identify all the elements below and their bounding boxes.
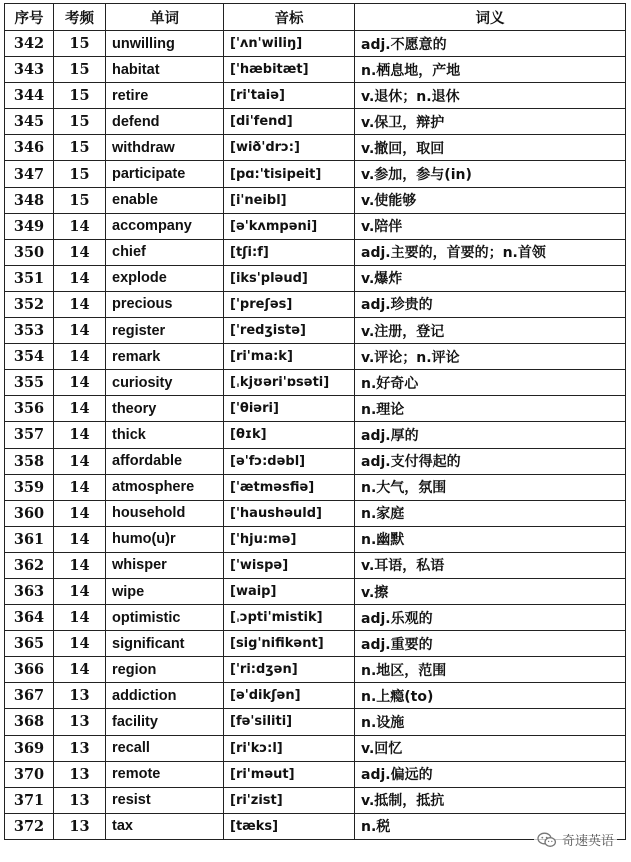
table-row bbox=[5, 813, 626, 839]
cell-meaning: v.爆炸 bbox=[355, 265, 626, 291]
table-row bbox=[5, 109, 626, 135]
cell-word: humo(u)r bbox=[106, 526, 224, 552]
cell-meaning: n.理论 bbox=[355, 396, 626, 422]
cell-meaning: n.地区，范围 bbox=[355, 657, 626, 683]
cell-word: significant bbox=[106, 631, 224, 657]
cell-number: 372 bbox=[5, 813, 54, 839]
table-body bbox=[5, 31, 626, 840]
cell-number: 360 bbox=[5, 500, 54, 526]
header-word: 单词 bbox=[106, 4, 224, 31]
cell-frequency: 14 bbox=[54, 239, 106, 265]
cell-number: 344 bbox=[5, 83, 54, 109]
cell-word: accompany bbox=[106, 213, 224, 239]
table-row bbox=[5, 787, 626, 813]
vocabulary-table bbox=[4, 3, 626, 840]
cell-frequency: 15 bbox=[54, 109, 106, 135]
table-row bbox=[5, 422, 626, 448]
cell-frequency: 15 bbox=[54, 83, 106, 109]
cell-frequency: 14 bbox=[54, 213, 106, 239]
header-meaning: 词义 bbox=[355, 4, 626, 31]
cell-phonetic: [iks'pləud] bbox=[224, 265, 355, 291]
cell-frequency: 13 bbox=[54, 761, 106, 787]
table-row bbox=[5, 761, 626, 787]
header-frequency: 考频 bbox=[54, 4, 106, 31]
cell-phonetic: [ri'taiə] bbox=[224, 83, 355, 109]
cell-word: remote bbox=[106, 761, 224, 787]
cell-number: 359 bbox=[5, 474, 54, 500]
cell-phonetic: [ə'dikʃən] bbox=[224, 683, 355, 709]
header-phonetic: 音标 bbox=[224, 4, 355, 31]
table-row bbox=[5, 709, 626, 735]
cell-number: 354 bbox=[5, 344, 54, 370]
cell-meaning: n.栖息地，产地 bbox=[355, 57, 626, 83]
table-row bbox=[5, 526, 626, 552]
cell-word: defend bbox=[106, 109, 224, 135]
table-row bbox=[5, 448, 626, 474]
cell-phonetic: ['hju:mə] bbox=[224, 526, 355, 552]
cell-number: 370 bbox=[5, 761, 54, 787]
cell-frequency: 14 bbox=[54, 396, 106, 422]
cell-word: tax bbox=[106, 813, 224, 839]
cell-word: household bbox=[106, 500, 224, 526]
table-row bbox=[5, 552, 626, 578]
cell-phonetic: [ˌkjʊəri'ɒsəti] bbox=[224, 370, 355, 396]
cell-word: thick bbox=[106, 422, 224, 448]
cell-phonetic: [ə'fɔ:dəbl] bbox=[224, 448, 355, 474]
watermark bbox=[534, 829, 617, 850]
cell-word: whisper bbox=[106, 552, 224, 578]
cell-meaning: adj.乐观的 bbox=[355, 605, 626, 631]
cell-meaning: v.擦 bbox=[355, 578, 626, 604]
cell-word: habitat bbox=[106, 57, 224, 83]
cell-frequency: 14 bbox=[54, 448, 106, 474]
cell-frequency: 14 bbox=[54, 291, 106, 317]
cell-number: 346 bbox=[5, 135, 54, 161]
cell-number: 348 bbox=[5, 187, 54, 213]
cell-number: 361 bbox=[5, 526, 54, 552]
cell-phonetic: [ri'kɔ:l] bbox=[224, 735, 355, 761]
cell-meaning: v.耳语，私语 bbox=[355, 552, 626, 578]
cell-phonetic: [waip] bbox=[224, 578, 355, 604]
cell-meaning: n.家庭 bbox=[355, 500, 626, 526]
cell-phonetic: ['ri:dʒən] bbox=[224, 657, 355, 683]
cell-phonetic: [wið'drɔ:] bbox=[224, 135, 355, 161]
cell-word: explode bbox=[106, 265, 224, 291]
cell-meaning: adj.偏远的 bbox=[355, 761, 626, 787]
cell-number: 352 bbox=[5, 291, 54, 317]
cell-meaning: v.注册，登记 bbox=[355, 318, 626, 344]
cell-meaning: v.使能够 bbox=[355, 187, 626, 213]
cell-frequency: 13 bbox=[54, 709, 106, 735]
table-row bbox=[5, 291, 626, 317]
cell-frequency: 15 bbox=[54, 31, 106, 57]
cell-number: 356 bbox=[5, 396, 54, 422]
cell-frequency: 14 bbox=[54, 578, 106, 604]
cell-number: 366 bbox=[5, 657, 54, 683]
table-row bbox=[5, 135, 626, 161]
cell-frequency: 15 bbox=[54, 135, 106, 161]
cell-frequency: 14 bbox=[54, 552, 106, 578]
cell-meaning: n.好奇心 bbox=[355, 370, 626, 396]
cell-word: chief bbox=[106, 239, 224, 265]
cell-meaning: n.设施 bbox=[355, 709, 626, 735]
cell-phonetic: [ri'məut] bbox=[224, 761, 355, 787]
cell-word: curiosity bbox=[106, 370, 224, 396]
cell-number: 349 bbox=[5, 213, 54, 239]
cell-phonetic: [di'fend] bbox=[224, 109, 355, 135]
table-row bbox=[5, 735, 626, 761]
cell-frequency: 13 bbox=[54, 683, 106, 709]
cell-meaning: v.参加，参与(in) bbox=[355, 161, 626, 187]
cell-frequency: 15 bbox=[54, 57, 106, 83]
cell-frequency: 14 bbox=[54, 422, 106, 448]
table-row bbox=[5, 631, 626, 657]
cell-number: 353 bbox=[5, 318, 54, 344]
table-row bbox=[5, 213, 626, 239]
cell-phonetic: [sig'nifikənt] bbox=[224, 631, 355, 657]
cell-meaning: n.上瘾(to) bbox=[355, 683, 626, 709]
table-row bbox=[5, 265, 626, 291]
cell-frequency: 14 bbox=[54, 605, 106, 631]
wechat-icon bbox=[537, 832, 557, 848]
table-header bbox=[5, 4, 626, 31]
cell-word: register bbox=[106, 318, 224, 344]
cell-meaning: v.撤回，取回 bbox=[355, 135, 626, 161]
cell-phonetic: ['haushəuld] bbox=[224, 500, 355, 526]
table-row bbox=[5, 500, 626, 526]
cell-phonetic: [ˌɔpti'mistik] bbox=[224, 605, 355, 631]
cell-word: retire bbox=[106, 83, 224, 109]
table-row bbox=[5, 370, 626, 396]
cell-number: 351 bbox=[5, 265, 54, 291]
cell-phonetic: [tæks] bbox=[224, 813, 355, 839]
cell-phonetic: [ri'zist] bbox=[224, 787, 355, 813]
cell-meaning: adj.重要的 bbox=[355, 631, 626, 657]
cell-meaning: v.回忆 bbox=[355, 735, 626, 761]
cell-phonetic: ['hæbitæt] bbox=[224, 57, 355, 83]
table-row bbox=[5, 161, 626, 187]
cell-number: 368 bbox=[5, 709, 54, 735]
table-row bbox=[5, 578, 626, 604]
cell-meaning: v.陪伴 bbox=[355, 213, 626, 239]
table-row bbox=[5, 239, 626, 265]
cell-word: recall bbox=[106, 735, 224, 761]
cell-phonetic: [θɪk] bbox=[224, 422, 355, 448]
table-row bbox=[5, 396, 626, 422]
table-row bbox=[5, 605, 626, 631]
cell-number: 343 bbox=[5, 57, 54, 83]
cell-frequency: 13 bbox=[54, 787, 106, 813]
table-row bbox=[5, 187, 626, 213]
cell-phonetic: [i'neibl] bbox=[224, 187, 355, 213]
cell-phonetic: [pɑ:'tisipeit] bbox=[224, 161, 355, 187]
cell-phonetic: ['ætməsfiə] bbox=[224, 474, 355, 500]
cell-word: enable bbox=[106, 187, 224, 213]
watermark-text: 奇速英语 bbox=[561, 834, 614, 849]
cell-frequency: 14 bbox=[54, 318, 106, 344]
cell-frequency: 13 bbox=[54, 735, 106, 761]
cell-number: 365 bbox=[5, 631, 54, 657]
table-row bbox=[5, 657, 626, 683]
cell-phonetic: ['redʒistə] bbox=[224, 318, 355, 344]
cell-word: withdraw bbox=[106, 135, 224, 161]
cell-frequency: 13 bbox=[54, 813, 106, 839]
table-row bbox=[5, 31, 626, 57]
table-row bbox=[5, 83, 626, 109]
cell-word: facility bbox=[106, 709, 224, 735]
cell-meaning: v.抵制，抵抗 bbox=[355, 787, 626, 813]
cell-number: 371 bbox=[5, 787, 54, 813]
header-row bbox=[5, 4, 626, 31]
cell-number: 345 bbox=[5, 109, 54, 135]
cell-word: participate bbox=[106, 161, 224, 187]
cell-number: 358 bbox=[5, 448, 54, 474]
cell-word: wipe bbox=[106, 578, 224, 604]
table-row bbox=[5, 683, 626, 709]
cell-meaning: adj.珍贵的 bbox=[355, 291, 626, 317]
cell-word: resist bbox=[106, 787, 224, 813]
cell-number: 367 bbox=[5, 683, 54, 709]
cell-word: precious bbox=[106, 291, 224, 317]
cell-frequency: 14 bbox=[54, 344, 106, 370]
cell-number: 362 bbox=[5, 552, 54, 578]
header-number: 序号 bbox=[5, 4, 54, 31]
cell-meaning: v.退休；n.退休 bbox=[355, 83, 626, 109]
cell-frequency: 14 bbox=[54, 631, 106, 657]
cell-frequency: 14 bbox=[54, 657, 106, 683]
cell-meaning: v.保卫，辩护 bbox=[355, 109, 626, 135]
table-row bbox=[5, 474, 626, 500]
cell-meaning: adj.支付得起的 bbox=[355, 448, 626, 474]
cell-number: 364 bbox=[5, 605, 54, 631]
cell-phonetic: ['ʌn'wiliŋ] bbox=[224, 31, 355, 57]
cell-word: remark bbox=[106, 344, 224, 370]
cell-phonetic: [ri'ma:k] bbox=[224, 344, 355, 370]
cell-frequency: 15 bbox=[54, 187, 106, 213]
cell-number: 363 bbox=[5, 578, 54, 604]
cell-frequency: 14 bbox=[54, 370, 106, 396]
cell-number: 347 bbox=[5, 161, 54, 187]
table-row bbox=[5, 57, 626, 83]
cell-frequency: 14 bbox=[54, 265, 106, 291]
cell-phonetic: [tʃi:f] bbox=[224, 239, 355, 265]
cell-frequency: 15 bbox=[54, 161, 106, 187]
table-row bbox=[5, 318, 626, 344]
cell-meaning: adj.主要的，首要的；n.首领 bbox=[355, 239, 626, 265]
cell-phonetic: ['θiəri] bbox=[224, 396, 355, 422]
cell-number: 357 bbox=[5, 422, 54, 448]
cell-word: region bbox=[106, 657, 224, 683]
cell-word: addiction bbox=[106, 683, 224, 709]
cell-frequency: 14 bbox=[54, 474, 106, 500]
cell-meaning: n.大气，氛围 bbox=[355, 474, 626, 500]
cell-word: unwilling bbox=[106, 31, 224, 57]
cell-meaning: adj.不愿意的 bbox=[355, 31, 626, 57]
cell-number: 355 bbox=[5, 370, 54, 396]
cell-number: 369 bbox=[5, 735, 54, 761]
cell-meaning: adj.厚的 bbox=[355, 422, 626, 448]
cell-meaning: v.评论；n.评论 bbox=[355, 344, 626, 370]
cell-phonetic: ['wispə] bbox=[224, 552, 355, 578]
cell-frequency: 14 bbox=[54, 500, 106, 526]
cell-meaning: n.幽默 bbox=[355, 526, 626, 552]
cell-word: optimistic bbox=[106, 605, 224, 631]
cell-phonetic: ['preʃəs] bbox=[224, 291, 355, 317]
cell-word: theory bbox=[106, 396, 224, 422]
cell-phonetic: [fə'siliti] bbox=[224, 709, 355, 735]
cell-phonetic: [ə'kʌmpəni] bbox=[224, 213, 355, 239]
cell-number: 350 bbox=[5, 239, 54, 265]
table-row bbox=[5, 344, 626, 370]
cell-number: 342 bbox=[5, 31, 54, 57]
cell-word: affordable bbox=[106, 448, 224, 474]
cell-meaning: n.税 bbox=[355, 813, 626, 839]
cell-word: atmosphere bbox=[106, 474, 224, 500]
cell-frequency: 14 bbox=[54, 526, 106, 552]
